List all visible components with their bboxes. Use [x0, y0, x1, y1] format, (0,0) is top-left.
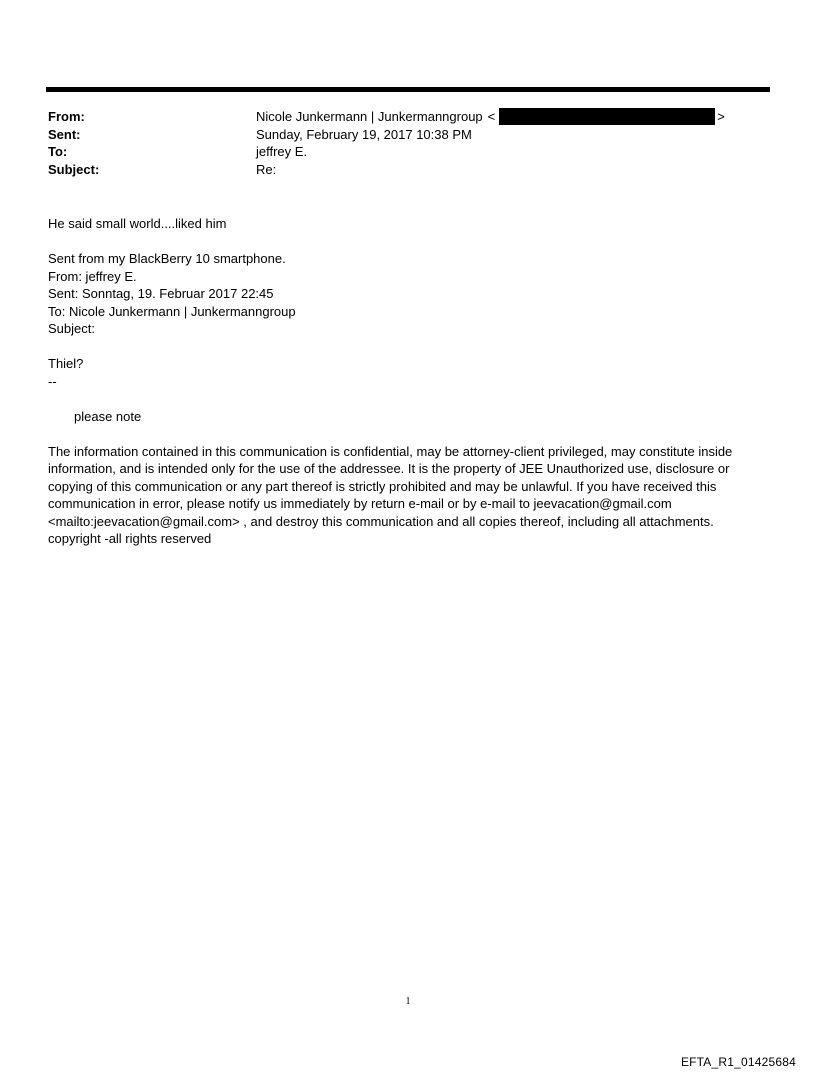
sent-label: Sent: — [48, 126, 81, 142]
quoted-sent: Sent: Sonntag, 19. Februar 2017 22:45 — [48, 286, 274, 301]
to-row — [48, 143, 768, 161]
quoted-subject: Subject: — [48, 321, 95, 336]
from-row — [48, 108, 768, 126]
quoted-from: From: jeffrey E. — [48, 268, 137, 284]
reply-text: He said small world....liked him — [48, 216, 227, 231]
quoted-to: To: Nicole Junkermann | Junkermanngroup — [48, 303, 296, 319]
header-rule — [46, 87, 770, 92]
bates-number: EFTA_R1_01425684 — [680, 1055, 796, 1069]
to-label: To: — [48, 144, 68, 159]
signature-separator: -- — [48, 373, 57, 389]
page-number: 1 — [405, 996, 411, 1007]
to-value: jeffrey E. — [256, 144, 308, 159]
subject-value: Re: — [256, 161, 277, 177]
redaction-box — [499, 108, 715, 125]
please-note: please note — [74, 408, 142, 424]
from-label: From: — [48, 109, 85, 124]
subject-row — [48, 161, 768, 179]
confidentiality-disclaimer: The information contained in this communication is confidential, may be attorney-client privileged, may constitute inside information, and is intended only for the use of the addressee. It is the property of JEE Unauthorized use, disclosure or copying of this communication or any part thereof is strictly prohibited and may be unlawful. If you have received this communication in error, please notify us immediately by return e-mail or by e-mail to jeevacation@gmail.com <mailto:jeevacation@gmail.com> , and destroy this communication and all copies thereof, including all attachments. copyright -all rights reserved — [48, 443, 733, 546]
email-body — [48, 215, 768, 548]
quoted-message: Thiel? — [48, 356, 84, 371]
subject-label: Subject: — [48, 161, 100, 177]
signature-line: Sent from my BlackBerry 10 smartphone. — [48, 251, 286, 266]
from-name: Nicole Junkermann | Junkermanngroup — [256, 109, 483, 124]
from-open-bracket: < — [487, 109, 496, 124]
sent-row — [48, 126, 768, 144]
email-header — [48, 108, 768, 178]
from-value — [256, 108, 725, 126]
from-close-bracket: > — [717, 109, 725, 124]
sent-value: Sunday, February 19, 2017 10:38 PM — [256, 126, 472, 142]
